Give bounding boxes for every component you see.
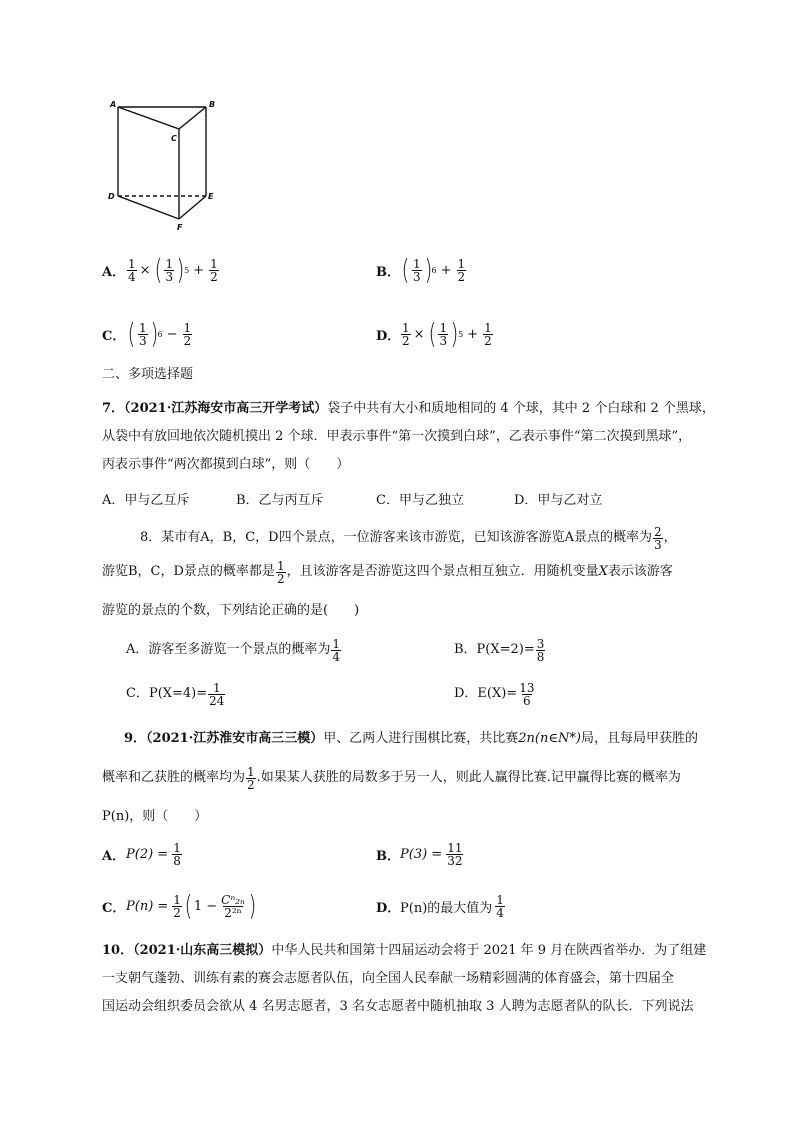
q8-option-d: D．E(X)= $\frac{13}{6}$: [454, 680, 535, 708]
q9-option-c: C． P(n) = $\frac{1}{2}$ ( 1 − $\frac{\text{Cⁿ₂ₙ}}{\text{2²ⁿ}}$ ): [102, 889, 257, 922]
q9-line1: 9．（2021·江苏淮安市高三三模）甲、乙两人进行围棋比赛，共比赛2n(n∈N*)局，且每局甲获胜的: [124, 731, 698, 746]
label-a: A: [110, 100, 117, 109]
edge-bc: [179, 107, 206, 129]
q10-line3: 国运动会组织委员会欲从 4 名男志愿者，3 名女志愿者中随机抽取 3 人聘为志愿者队的队长．下列说法: [102, 999, 694, 1014]
q10-source: 10．（2021·山东高三模拟）: [102, 943, 272, 958]
q6-option-a: A． $\frac{1}{4}$ × ( $\frac{1}{3}$ ) 5 + $\frac{1}{2}$: [102, 253, 218, 286]
prism-figure: [100, 95, 230, 235]
q9-source: 9．（2021·江苏淮安市高三三模）: [124, 731, 324, 746]
q10-line1: 10．（2021·山东高三模拟）中华人民共和国第十四届运动会将于 2021 年 9 月在陕西省举办．为了组建: [102, 943, 707, 958]
q9-line2: 概率和乙获胜的概率均为 $\frac{1}{2}$ .如果某人获胜的局数多于另一人，则此人赢得比赛.记甲赢得比赛的概率为: [102, 764, 681, 792]
q7-source: 7．（2021·江苏海安市高三开学考试）: [102, 401, 328, 416]
q10-line2: 一支朝气蓬勃、训练有素的赛会志愿者队伍，向全国人民奉献一场精彩圆满的体育盛会，第十四届全: [102, 971, 675, 986]
q9-option-b: B． P(3) = $\frac{11}{32}$: [376, 840, 463, 868]
q9-option-d: D． P(n)的最大值为 $\frac{1}{4}$: [376, 892, 504, 920]
q7-option-d: D．甲与乙对立: [514, 493, 603, 508]
q7-option-c: C．甲与乙独立: [376, 493, 464, 508]
option-label: C．: [102, 328, 126, 344]
q6-option-d: D． $\frac{1}{2}$ × ( $\frac{1}{3}$ ) 5 + $\frac{1}{2}$: [376, 317, 492, 350]
edge-df: [118, 196, 179, 219]
q7-line1: 7．（2021·江苏海安市高三开学考试）袋子中共有大小和质地相同的 4 个球，其中 2 个白球和 2 个黑球，: [102, 401, 715, 416]
edge-ef: [179, 196, 206, 219]
option-label: D．: [376, 328, 401, 344]
option-label: B．: [376, 264, 400, 280]
q7-option-b: B．乙与丙互斥: [236, 493, 324, 508]
label-f: F: [177, 223, 183, 232]
q8-line1: 8．某市有A，B，C，D四个景点，一位游客来该市游览，已知该游客游览A景点的概率为 $\frac{2}{3}$ ，: [140, 524, 677, 552]
q7-option-a: A．甲与乙互斥: [102, 493, 190, 508]
label-d: D: [108, 192, 115, 201]
label-c: C: [171, 134, 177, 143]
q7-line3: 丙表示事件“两次都摸到白球”，则（ ）: [102, 457, 350, 472]
label-e: E: [208, 192, 214, 201]
edge-ac: [118, 107, 179, 129]
q7-line2: 从袋中有放回地依次随机摸出 2 个球．甲表示事件“第一次摸到白球”，乙表示事件“第二次摸到黑球”，: [102, 429, 692, 444]
q9-line3: P(n)，则（ ）: [102, 809, 208, 824]
q9-option-a: A． P(2) = $\frac{1}{8}$: [102, 840, 181, 868]
q8-line2: 游览B，C，D景点的概率都是 $\frac{1}{2}$ ，且该游客是否游览这四个景点相互独立．用随机变量 X 表示该游客: [102, 558, 673, 586]
q8-option-a: A．游客至多游览一个景点的概率为 $\frac{1}{4}$: [126, 636, 341, 664]
q8-option-b: B．P(X=2)= $\frac{3}{8}$: [454, 636, 545, 664]
q6-option-b: B． ( $\frac{1}{3}$ ) 6 + $\frac{1}{2}$: [376, 253, 466, 286]
section-heading: 二、多项选择题: [102, 367, 194, 382]
q6-option-c: C． ( $\frac{1}{3}$ ) 6 − $\frac{1}{2}$: [102, 317, 192, 350]
label-b: B: [209, 100, 216, 109]
option-label: A．: [102, 264, 126, 280]
q8-line3: 游览的景点的个数，下列结论正确的是( ): [102, 603, 360, 618]
q8-option-c: C．P(X=4)= $\frac{1}{24}$: [126, 680, 225, 708]
